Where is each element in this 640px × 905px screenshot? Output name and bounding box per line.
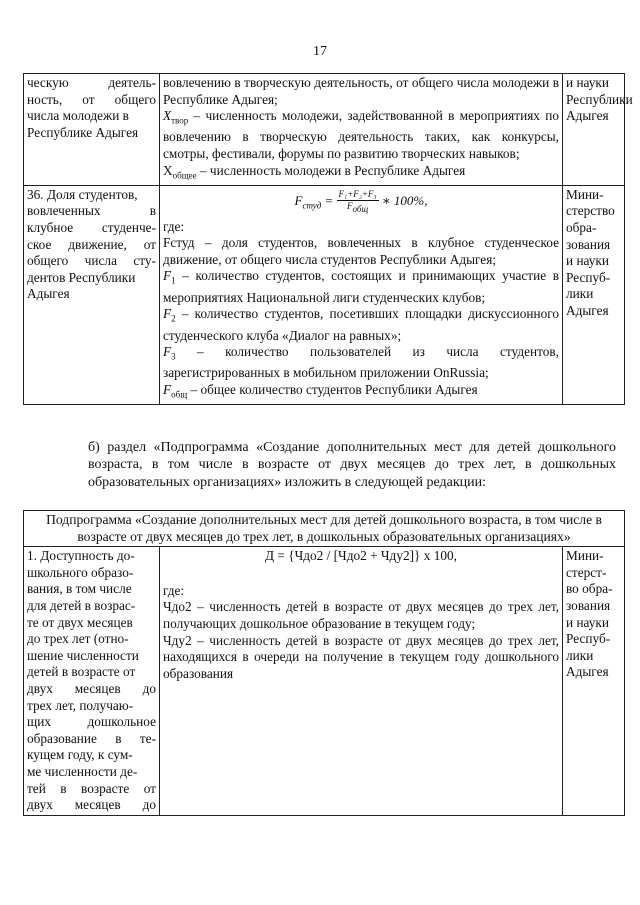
indicator-name-cell [24, 547, 160, 816]
formula-denominator-symbol: F [346, 200, 353, 211]
cell-line: Респуб- [566, 269, 611, 285]
responsible-cell [563, 74, 633, 186]
cell-line: детей в возрасте от [27, 664, 136, 680]
cell-line: те от двух месяцев [27, 614, 133, 630]
cell-line: кущем году, к сум- [27, 747, 133, 763]
cell-line: щих дошкольное [27, 714, 156, 730]
cell-line: Адыгея [566, 303, 609, 319]
variable-symbol: Fстуд [163, 235, 195, 251]
cell-line: Респуб- [566, 631, 611, 647]
cell-line: Мини- [566, 548, 604, 564]
responsible-cell [563, 185, 625, 404]
variable-description: – численность молодежи в Республике Адыгея [196, 162, 466, 178]
cell-line: Адыгея [566, 108, 609, 124]
cell-line: стерст- [566, 564, 607, 580]
variable-subscript: 2 [171, 313, 176, 324]
calculation-method-cell [160, 74, 563, 186]
cell-line: 1. Доступность до- [27, 548, 135, 564]
variable-description: – количество студентов, состоящих и принимающих участие в мероприятиях Национальной лиги студенческих клубов; [163, 268, 559, 305]
method-item: Чду2 – численность детей в возрасте от двух месяцев до трех лет, находящихся в очереди на получение в текущем году дошкольного образования [163, 632, 559, 681]
cell-line: Адыгея [27, 286, 70, 302]
formula-denominator [337, 201, 379, 215]
cell-line: Республики [566, 91, 633, 107]
cell-line: и науки [566, 614, 610, 630]
cell-line: ме численности де- [27, 763, 138, 779]
table-header-row [24, 511, 625, 547]
variable-symbol: F [163, 268, 172, 284]
cell-line: зования [566, 597, 611, 613]
cell-line: вания, в том числе [27, 581, 132, 597]
formula-equals: = [321, 192, 337, 208]
indicator-name-cell [24, 185, 160, 404]
formula: Д = {Чдо2 / [Чдо2 + Чду2]} x 100, [264, 548, 457, 564]
cell-line: лики [566, 647, 594, 663]
cell-line: Адыгея [566, 664, 609, 680]
cell-line: стерство обра- [566, 203, 615, 236]
variable-subscript: 1 [171, 276, 176, 287]
cell-line: Республике Адыгея [27, 124, 139, 140]
where-label: где: [163, 218, 185, 234]
calculation-method-cell [160, 185, 563, 404]
variable-subscript: общее [172, 170, 197, 181]
variable-description: – численность молодежи, задействованной в мероприятиях по вовлечению в творческую деятельность таких, как конкурсы, смотры, фестивали, форумы по развитию творческих навыков; [163, 108, 559, 162]
method-intro: вовлечению в творческую деятельность, от общего числа молодежи в Республике Адыгея; [163, 75, 559, 107]
formula [163, 187, 559, 219]
variable-symbol: X [163, 162, 173, 178]
cell-line: двух месяцев до [27, 797, 156, 813]
cell-line: зования [566, 236, 611, 252]
cell-line: шение численности [27, 647, 139, 663]
cell-line: числа молодежи в [27, 108, 129, 124]
method-item [163, 268, 559, 306]
formula-fraction [337, 189, 379, 215]
method-item [163, 235, 559, 268]
cell-line: тей в возрасте от [27, 780, 156, 796]
variable-description: – доля студентов, вовлеченных в клубное студенческое движение, от общего числа студентов Республики Адыгея; [163, 235, 559, 267]
formula-tail: ∗ 100%, [378, 192, 428, 208]
variable-description: – количество студентов, посетивших площадки дискуссионного студенческого клуба «Диалог на равных»; [163, 306, 559, 343]
cell-line: вовлеченных в [27, 203, 156, 219]
table-row [24, 185, 625, 404]
cell-line: школьного образо- [27, 564, 134, 580]
cell-line: ское движение, от [27, 236, 156, 252]
formula-lhs: F [294, 192, 303, 208]
formula-lhs-subscript: студ [302, 200, 322, 211]
cell-line: трех лет, получаю- [27, 697, 134, 713]
subprogram-table [23, 510, 625, 816]
cell-line: во обра- [566, 581, 613, 597]
cell-line: ческую деятель- [27, 75, 156, 90]
variable-symbol: F [163, 306, 172, 322]
cell-line: для детей в возрас- [27, 597, 136, 613]
indicator-name-cell [24, 74, 160, 186]
calculation-method-cell [160, 547, 563, 816]
cell-line: образование в те- [27, 730, 156, 746]
formula-denominator-subscript: общ [352, 203, 369, 214]
cell-line: дентов Республики [27, 269, 136, 285]
cell-line: двух месяцев до [27, 680, 156, 696]
method-item [163, 306, 559, 344]
variable-symbol: X [163, 108, 172, 124]
variable-subscript: 3 [171, 351, 176, 362]
cell-line: лики [566, 286, 594, 302]
formula-numerator: F₁+F₂+F₃ [338, 188, 377, 199]
method-item [163, 344, 559, 382]
method-item [163, 163, 559, 184]
cell-line: ность, от общего [27, 91, 156, 107]
indicators-table-top [23, 73, 633, 405]
table-row [24, 547, 625, 816]
cell-line: и науки [566, 253, 610, 269]
variable-symbol: F [163, 344, 172, 360]
page-number: 17 [313, 44, 327, 59]
variable-description: – общее количество студентов Республики Адыгея [187, 381, 478, 397]
cell-line: 36. Доля студентов, [27, 186, 138, 202]
variable-description: – количество пользователей из числа студентов, зарегистрированных в мобильном приложении OnRussia; [163, 344, 559, 381]
variable-symbol: F [163, 381, 172, 397]
cell-line: и науки [566, 75, 610, 90]
cell-line: Мини- [566, 186, 604, 202]
method-item [163, 108, 559, 162]
where-label: где: [163, 582, 185, 598]
variable-subscript: твор [171, 115, 189, 126]
cell-line: до трех лет (отно- [27, 631, 129, 647]
cell-line: общего числа сту- [27, 253, 156, 269]
variable-subscript: общ [171, 389, 188, 400]
table-row [24, 74, 625, 186]
method-item: Чдо2 – численность детей в возрасте от двух месяцев до трех лет, получающих дошкольное образование в текущем году; [163, 599, 559, 631]
subprogram-header: Подпрограмма «Создание дополнительных мест для детей дошкольного возраста, в том числе в возрасте от двух месяцев до трех лет, в дошкольных образовательных организациях» [24, 511, 625, 547]
responsible-cell [563, 547, 625, 816]
method-item [163, 382, 559, 403]
amendment-paragraph-b: б) раздел «Подпрограмма «Создание дополнительных мест для детей дошкольного возраста, в том числе в возрасте от двух месяцев до трех лет, в дошкольных образовательных организациях» изложить в следующей редакции: [88, 440, 616, 490]
cell-line: клубное студенче- [27, 220, 156, 236]
